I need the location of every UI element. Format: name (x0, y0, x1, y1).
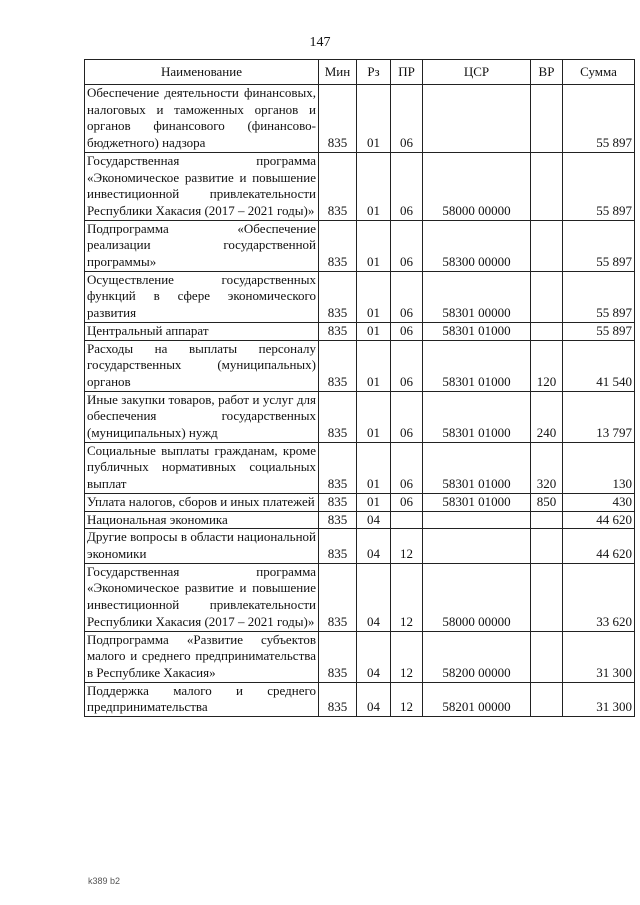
cell-pr: 06 (391, 340, 423, 391)
cell-vr (531, 85, 563, 153)
cell-rz: 01 (357, 493, 391, 511)
cell-sum: 55 897 (563, 271, 635, 322)
cell-csr: 58301 01000 (423, 442, 531, 493)
header-min: Мин (319, 60, 357, 85)
table-row (85, 563, 635, 631)
cell-min: 835 (319, 563, 357, 631)
cell-csr: 58000 00000 (423, 152, 531, 220)
cell-csr: 58000 00000 (423, 563, 531, 631)
cell-vr: 120 (531, 340, 563, 391)
cell-sum: 44 620 (563, 529, 635, 563)
cell-pr: 12 (391, 563, 423, 631)
table-row (85, 85, 635, 153)
cell-csr: 58301 01000 (423, 391, 531, 442)
cell-name: Поддержка малого и среднего предпринимательства (85, 682, 319, 716)
cell-name: Обеспечение деятельности финансовых, налоговых и таможенных органов и органов финансового (финансово-бюджетного) надзора (85, 85, 319, 153)
table-row (85, 529, 635, 563)
cell-name: Подпрограмма «Развитие субъектов малого и среднего предпринимательства в Республике Хакасия» (85, 631, 319, 682)
cell-csr (423, 511, 531, 529)
cell-sum: 31 300 (563, 631, 635, 682)
cell-name: Центральный аппарат (85, 322, 319, 340)
cell-pr: 06 (391, 271, 423, 322)
cell-sum: 31 300 (563, 682, 635, 716)
cell-sum: 13 797 (563, 391, 635, 442)
cell-name: Подпрограмма «Обеспечение реализации государственной программы» (85, 220, 319, 271)
cell-name: Осуществление государственных функций в сфере экономического развития (85, 271, 319, 322)
cell-min: 835 (319, 340, 357, 391)
cell-min: 835 (319, 529, 357, 563)
cell-min: 835 (319, 391, 357, 442)
table-row (85, 493, 635, 511)
cell-min: 835 (319, 152, 357, 220)
cell-pr: 06 (391, 391, 423, 442)
cell-vr (531, 322, 563, 340)
cell-csr: 58301 01000 (423, 493, 531, 511)
cell-csr: 58301 01000 (423, 322, 531, 340)
table-header-row (85, 60, 635, 85)
cell-min: 835 (319, 682, 357, 716)
cell-name: Иные закупки товаров, работ и услуг для обеспечения государственных (муниципальных) нужд (85, 391, 319, 442)
cell-csr: 58301 00000 (423, 271, 531, 322)
cell-pr: 06 (391, 493, 423, 511)
cell-csr: 58200 00000 (423, 631, 531, 682)
cell-csr: 58301 01000 (423, 340, 531, 391)
cell-min: 835 (319, 631, 357, 682)
page-number: 147 (309, 35, 331, 50)
cell-pr: 06 (391, 152, 423, 220)
cell-sum: 55 897 (563, 322, 635, 340)
table-row (85, 220, 635, 271)
budget-table (84, 59, 635, 717)
cell-rz: 04 (357, 631, 391, 682)
cell-vr (531, 511, 563, 529)
cell-sum: 41 540 (563, 340, 635, 391)
footer-code: k389 b2 (88, 876, 121, 886)
cell-rz: 01 (357, 340, 391, 391)
header-csr: ЦСР (423, 60, 531, 85)
header-sum: Сумма (563, 60, 635, 85)
cell-sum: 55 897 (563, 220, 635, 271)
cell-pr: 06 (391, 322, 423, 340)
cell-rz: 01 (357, 85, 391, 153)
cell-pr (391, 511, 423, 529)
cell-pr: 06 (391, 85, 423, 153)
cell-name: Уплата налогов, сборов и иных платежей (85, 493, 319, 511)
cell-vr: 850 (531, 493, 563, 511)
table-row (85, 271, 635, 322)
cell-min: 835 (319, 493, 357, 511)
cell-pr: 06 (391, 442, 423, 493)
header-vr: ВР (531, 60, 563, 85)
cell-rz: 01 (357, 391, 391, 442)
table-row (85, 511, 635, 529)
cell-csr: 58300 00000 (423, 220, 531, 271)
cell-rz: 01 (357, 152, 391, 220)
cell-name: Государственная программа «Экономическое развитие и повышение инвестиционной привлекательности Республики Хакасия (2017 – 2021 годы)» (85, 563, 319, 631)
table-row (85, 322, 635, 340)
cell-sum: 130 (563, 442, 635, 493)
cell-min: 835 (319, 271, 357, 322)
cell-min: 835 (319, 322, 357, 340)
cell-vr (531, 682, 563, 716)
cell-sum: 430 (563, 493, 635, 511)
cell-vr (531, 631, 563, 682)
cell-vr: 320 (531, 442, 563, 493)
cell-min: 835 (319, 511, 357, 529)
header-rz: Рз (357, 60, 391, 85)
cell-min: 835 (319, 85, 357, 153)
cell-vr (531, 220, 563, 271)
cell-csr (423, 529, 531, 563)
cell-rz: 04 (357, 511, 391, 529)
table-row (85, 391, 635, 442)
cell-pr: 12 (391, 631, 423, 682)
cell-rz: 01 (357, 442, 391, 493)
cell-name: Социальные выплаты гражданам, кроме публичных нормативных социальных выплат (85, 442, 319, 493)
cell-rz: 01 (357, 322, 391, 340)
cell-rz: 04 (357, 682, 391, 716)
cell-name: Расходы на выплаты персоналу государственных (муниципальных) органов (85, 340, 319, 391)
cell-pr: 06 (391, 220, 423, 271)
cell-min: 835 (319, 220, 357, 271)
table-row (85, 340, 635, 391)
cell-vr (531, 271, 563, 322)
cell-sum: 55 897 (563, 85, 635, 153)
table-row (85, 442, 635, 493)
cell-min: 835 (319, 442, 357, 493)
cell-sum: 33 620 (563, 563, 635, 631)
cell-rz: 01 (357, 220, 391, 271)
cell-name: Государственная программа «Экономическое развитие и повышение инвестиционной привлекательности Республики Хакасия (2017 – 2021 годы)» (85, 152, 319, 220)
table-row (85, 152, 635, 220)
header-name: Наименование (85, 60, 319, 85)
cell-vr (531, 152, 563, 220)
cell-vr: 240 (531, 391, 563, 442)
cell-vr (531, 563, 563, 631)
cell-sum: 44 620 (563, 511, 635, 529)
cell-name: Другие вопросы в области национальной экономики (85, 529, 319, 563)
cell-rz: 04 (357, 529, 391, 563)
cell-pr: 12 (391, 682, 423, 716)
table-row (85, 682, 635, 716)
cell-pr: 12 (391, 529, 423, 563)
cell-rz: 04 (357, 563, 391, 631)
cell-csr (423, 85, 531, 153)
cell-rz: 01 (357, 271, 391, 322)
cell-sum: 55 897 (563, 152, 635, 220)
table-row (85, 631, 635, 682)
cell-vr (531, 529, 563, 563)
cell-name: Национальная экономика (85, 511, 319, 529)
header-pr: ПР (391, 60, 423, 85)
cell-csr: 58201 00000 (423, 682, 531, 716)
